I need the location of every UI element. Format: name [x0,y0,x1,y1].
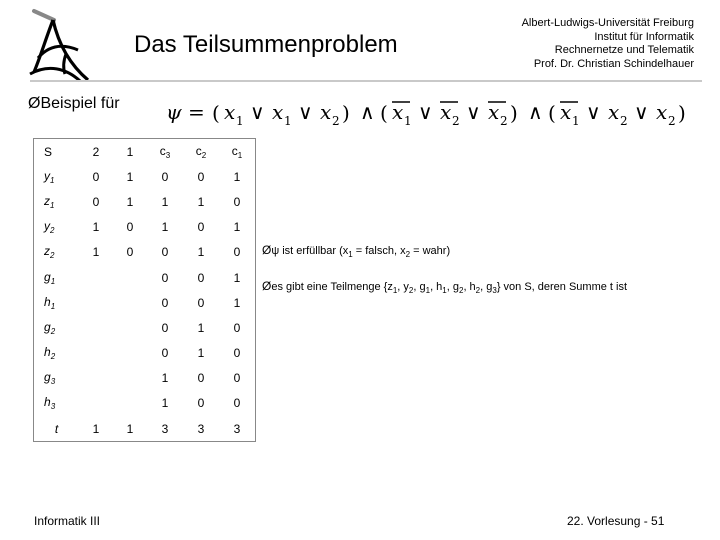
table-row [34,164,256,189]
row-label: t [34,416,80,442]
table-cell: 1 [219,265,256,290]
table-cell: 1 [113,416,147,442]
table-cell [113,315,147,340]
table-cell: 1 [197,245,205,260]
row-label: $y_1$ [34,164,80,189]
table-cell: 3 [219,416,256,442]
table-cell: 1 [161,220,169,235]
table-cell: 0 [197,371,205,386]
table-cell [113,391,147,416]
formula-paren: ) [678,101,686,125]
table-cell: 1 [113,139,147,165]
formula-sub: 1 [284,114,292,128]
table-cell: 0 [219,315,256,340]
table-cell: 0 [219,366,256,391]
table-cell [79,290,113,315]
table-cell [79,391,113,416]
formula-sub: 2 [452,114,460,128]
formula-var: x [488,100,500,124]
footer-course: Informatik III [34,514,101,528]
table-cell [113,341,147,366]
table-cell: 1 [219,164,256,189]
formula-or: ∨ [466,100,481,124]
formula-sub: 2 [668,114,676,128]
table-cell: 3 [147,416,183,442]
bullet-arrow-icon: Ø [262,243,272,257]
bullet-point: Øψ ist erfüllbar ($x_1$ = falsch, $x_2$ = wahr) [262,243,451,259]
row-label: $h_1$ [34,290,80,315]
formula-var: x [320,100,332,124]
table-cell: 1 [219,290,256,315]
table-row [34,240,256,265]
table-cell: 1 [161,396,169,411]
table-cell: 3 [183,416,219,442]
table-cell: 0 [126,220,134,235]
table-cell: $c_3$ [147,139,183,165]
row-label: S [34,139,80,165]
table-cell [79,366,113,391]
table-cell: 0 [161,295,169,310]
table-cell: 0 [92,169,100,184]
table-cell: 1 [126,194,134,209]
table-cell: 0 [197,169,205,184]
affiliation-line: Prof. Dr. Christian Schindelhauer [533,57,694,70]
table-row [34,391,256,416]
table-cell: 1 [197,194,205,209]
formula-sub: 2 [620,114,628,128]
table-cell: 0 [161,270,169,285]
formula-var: x [272,100,284,124]
row-label: $z_1$ [34,189,80,214]
formula-and: ∧ [360,100,375,124]
table-cell [79,265,113,290]
formula-equals: = [188,100,205,124]
subset-sum-table [33,138,256,442]
table-cell: 1 [92,245,100,260]
bullet-arrow-icon: Ø [262,279,272,293]
table-cell: 0 [197,220,205,235]
table-cell [113,366,147,391]
table-cell: 0 [92,194,100,209]
table-cell: 0 [197,295,205,310]
table-cell: 1 [126,169,134,184]
formula-var: x [224,100,236,124]
formula-sub: 1 [404,114,412,128]
formula-sub: 1 [236,114,244,128]
table-cell: 0 [219,189,256,214]
table-cell: 0 [197,396,205,411]
table-cell: 0 [161,169,169,184]
table-row [34,265,256,290]
table-cell: 0 [161,245,169,260]
table-cell [113,265,147,290]
table-cell: 1 [79,416,113,442]
table-row [34,139,256,165]
table-cell: 0 [161,346,169,361]
table-cell: 1 [161,194,169,209]
table-cell: 0 [219,240,256,265]
formula-or: ∨ [634,100,649,124]
row-label: $g_2$ [34,315,80,340]
row-label: $g_1$ [34,265,80,290]
formula-psi: ψ [166,100,182,124]
table-row [34,290,256,315]
formula-paren: ( [212,101,220,125]
table-row [34,315,256,340]
affiliation-line: Rechnernetze und Telematik [554,44,694,56]
table-cell: $c_2$ [183,139,219,165]
formula-or: ∨ [298,100,313,124]
row-label: $z_2$ [34,240,80,265]
table-cell: 1 [92,220,100,235]
table-row [34,341,256,366]
affiliation-line: Albert-Ludwigs-Universität Freiburg [521,17,694,29]
formula-paren: ( [548,101,556,125]
table-cell: 2 [79,139,113,165]
table-cell: $c_1$ [219,139,256,165]
table-cell: 1 [197,320,205,335]
table-row [34,366,256,391]
table-cell: 0 [219,391,256,416]
bullet-point: Øes gibt eine Teilmenge {$z_1$, $y_2$, $g_1$, $h_1$, $g_2$, $h_2$, $g_3$} von S, deren Summe t ist [262,279,628,295]
formula-var: x [656,100,668,124]
formula-or: ∨ [418,100,433,124]
table-cell [79,341,113,366]
example-heading [28,95,120,113]
cnf-formula [166,92,690,130]
bullet-arrow-icon: Ø [28,95,41,112]
row-label: $y_2$ [34,215,80,240]
table-cell: 1 [161,371,169,386]
footer-lecture-page: 22. Vorlesung - 51 [567,514,665,528]
formula-sub: 2 [500,114,508,128]
table-row [34,189,256,214]
header-divider [30,80,702,82]
formula-var: x [392,100,404,124]
table-cell: 0 [219,341,256,366]
page-title: Das Teilsummenproblem [134,31,398,58]
table-row [34,416,256,442]
formula-and: ∧ [528,100,543,124]
formula-paren: ( [380,101,388,125]
table-cell: 1 [197,346,205,361]
table-cell [79,315,113,340]
example-heading-text: Beispiel für [40,95,120,112]
formula-var: x [560,100,572,124]
table-cell: 0 [197,270,205,285]
table-cell: 0 [126,245,134,260]
affiliation-block [488,17,694,71]
table-cell: 0 [161,320,169,335]
formula-sub: 1 [572,114,580,128]
row-label: $g_3$ [34,366,80,391]
formula-or: ∨ [586,100,601,124]
table-row [34,215,256,240]
row-label: $h_2$ [34,341,80,366]
affiliation-line: Institut für Informatik [594,30,694,43]
table-cell [113,290,147,315]
formula-or: ∨ [250,100,265,124]
table-cell: 1 [219,215,256,240]
formula-sub: 2 [332,114,340,128]
university-logo-icon [28,8,108,86]
formula-paren: ) [342,101,350,125]
formula-var: x [608,100,620,124]
formula-var: x [440,100,452,124]
row-label: $h_3$ [34,391,80,416]
formula-paren: ) [510,101,518,125]
